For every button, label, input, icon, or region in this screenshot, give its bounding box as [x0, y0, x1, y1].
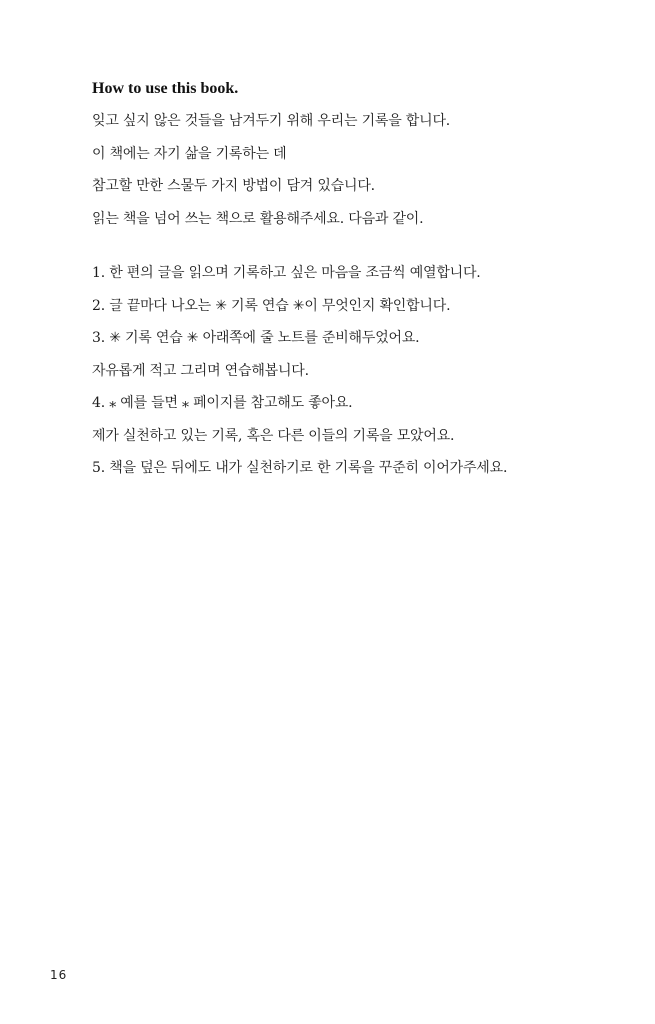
step-line: 자유롭게 적고 그리며 연습해봅니다. [92, 362, 309, 379]
section-heading: How to use this book. [92, 80, 239, 97]
step-line: 2. 글 끝마다 나오는 ✳ 기록 연습 ✳이 무엇인지 확인합니다. [92, 297, 451, 314]
steps-list [92, 262, 632, 479]
page-number: 16 [50, 968, 68, 982]
intro-line: 참고할 만한 스물두 가지 방법이 담겨 있습니다. [92, 178, 375, 194]
intro-paragraph [92, 110, 632, 230]
intro-line: 이 책에는 자기 삶을 기록하는 데 [92, 145, 287, 162]
page-content [92, 78, 632, 490]
step-line: 5. 책을 덮은 뒤에도 내가 실천하기로 한 기록을 꾸준히 이어가주세요. [92, 460, 508, 476]
step-line: 4. ⁎ 예를 들면 ⁎ 페이지를 참고해도 좋아요. [92, 395, 353, 411]
intro-line: 잊고 싶지 않은 것들을 남겨두기 위해 우리는 기록을 합니다. [92, 113, 451, 129]
step-line: 1. 한 편의 글을 읽으며 기록하고 싶은 마음을 조금씩 예열합니다. [92, 265, 481, 281]
paragraph-gap [92, 240, 632, 262]
step-line: 3. ✳ 기록 연습 ✳ 아래쪽에 줄 노트를 준비해두었어요. [92, 330, 420, 346]
step-line: 제가 실천하고 있는 기록, 혹은 다른 이들의 기록을 모았어요. [92, 427, 455, 444]
intro-line: 읽는 책을 넘어 쓰는 책으로 활용해주세요. 다음과 같이. [92, 210, 424, 227]
